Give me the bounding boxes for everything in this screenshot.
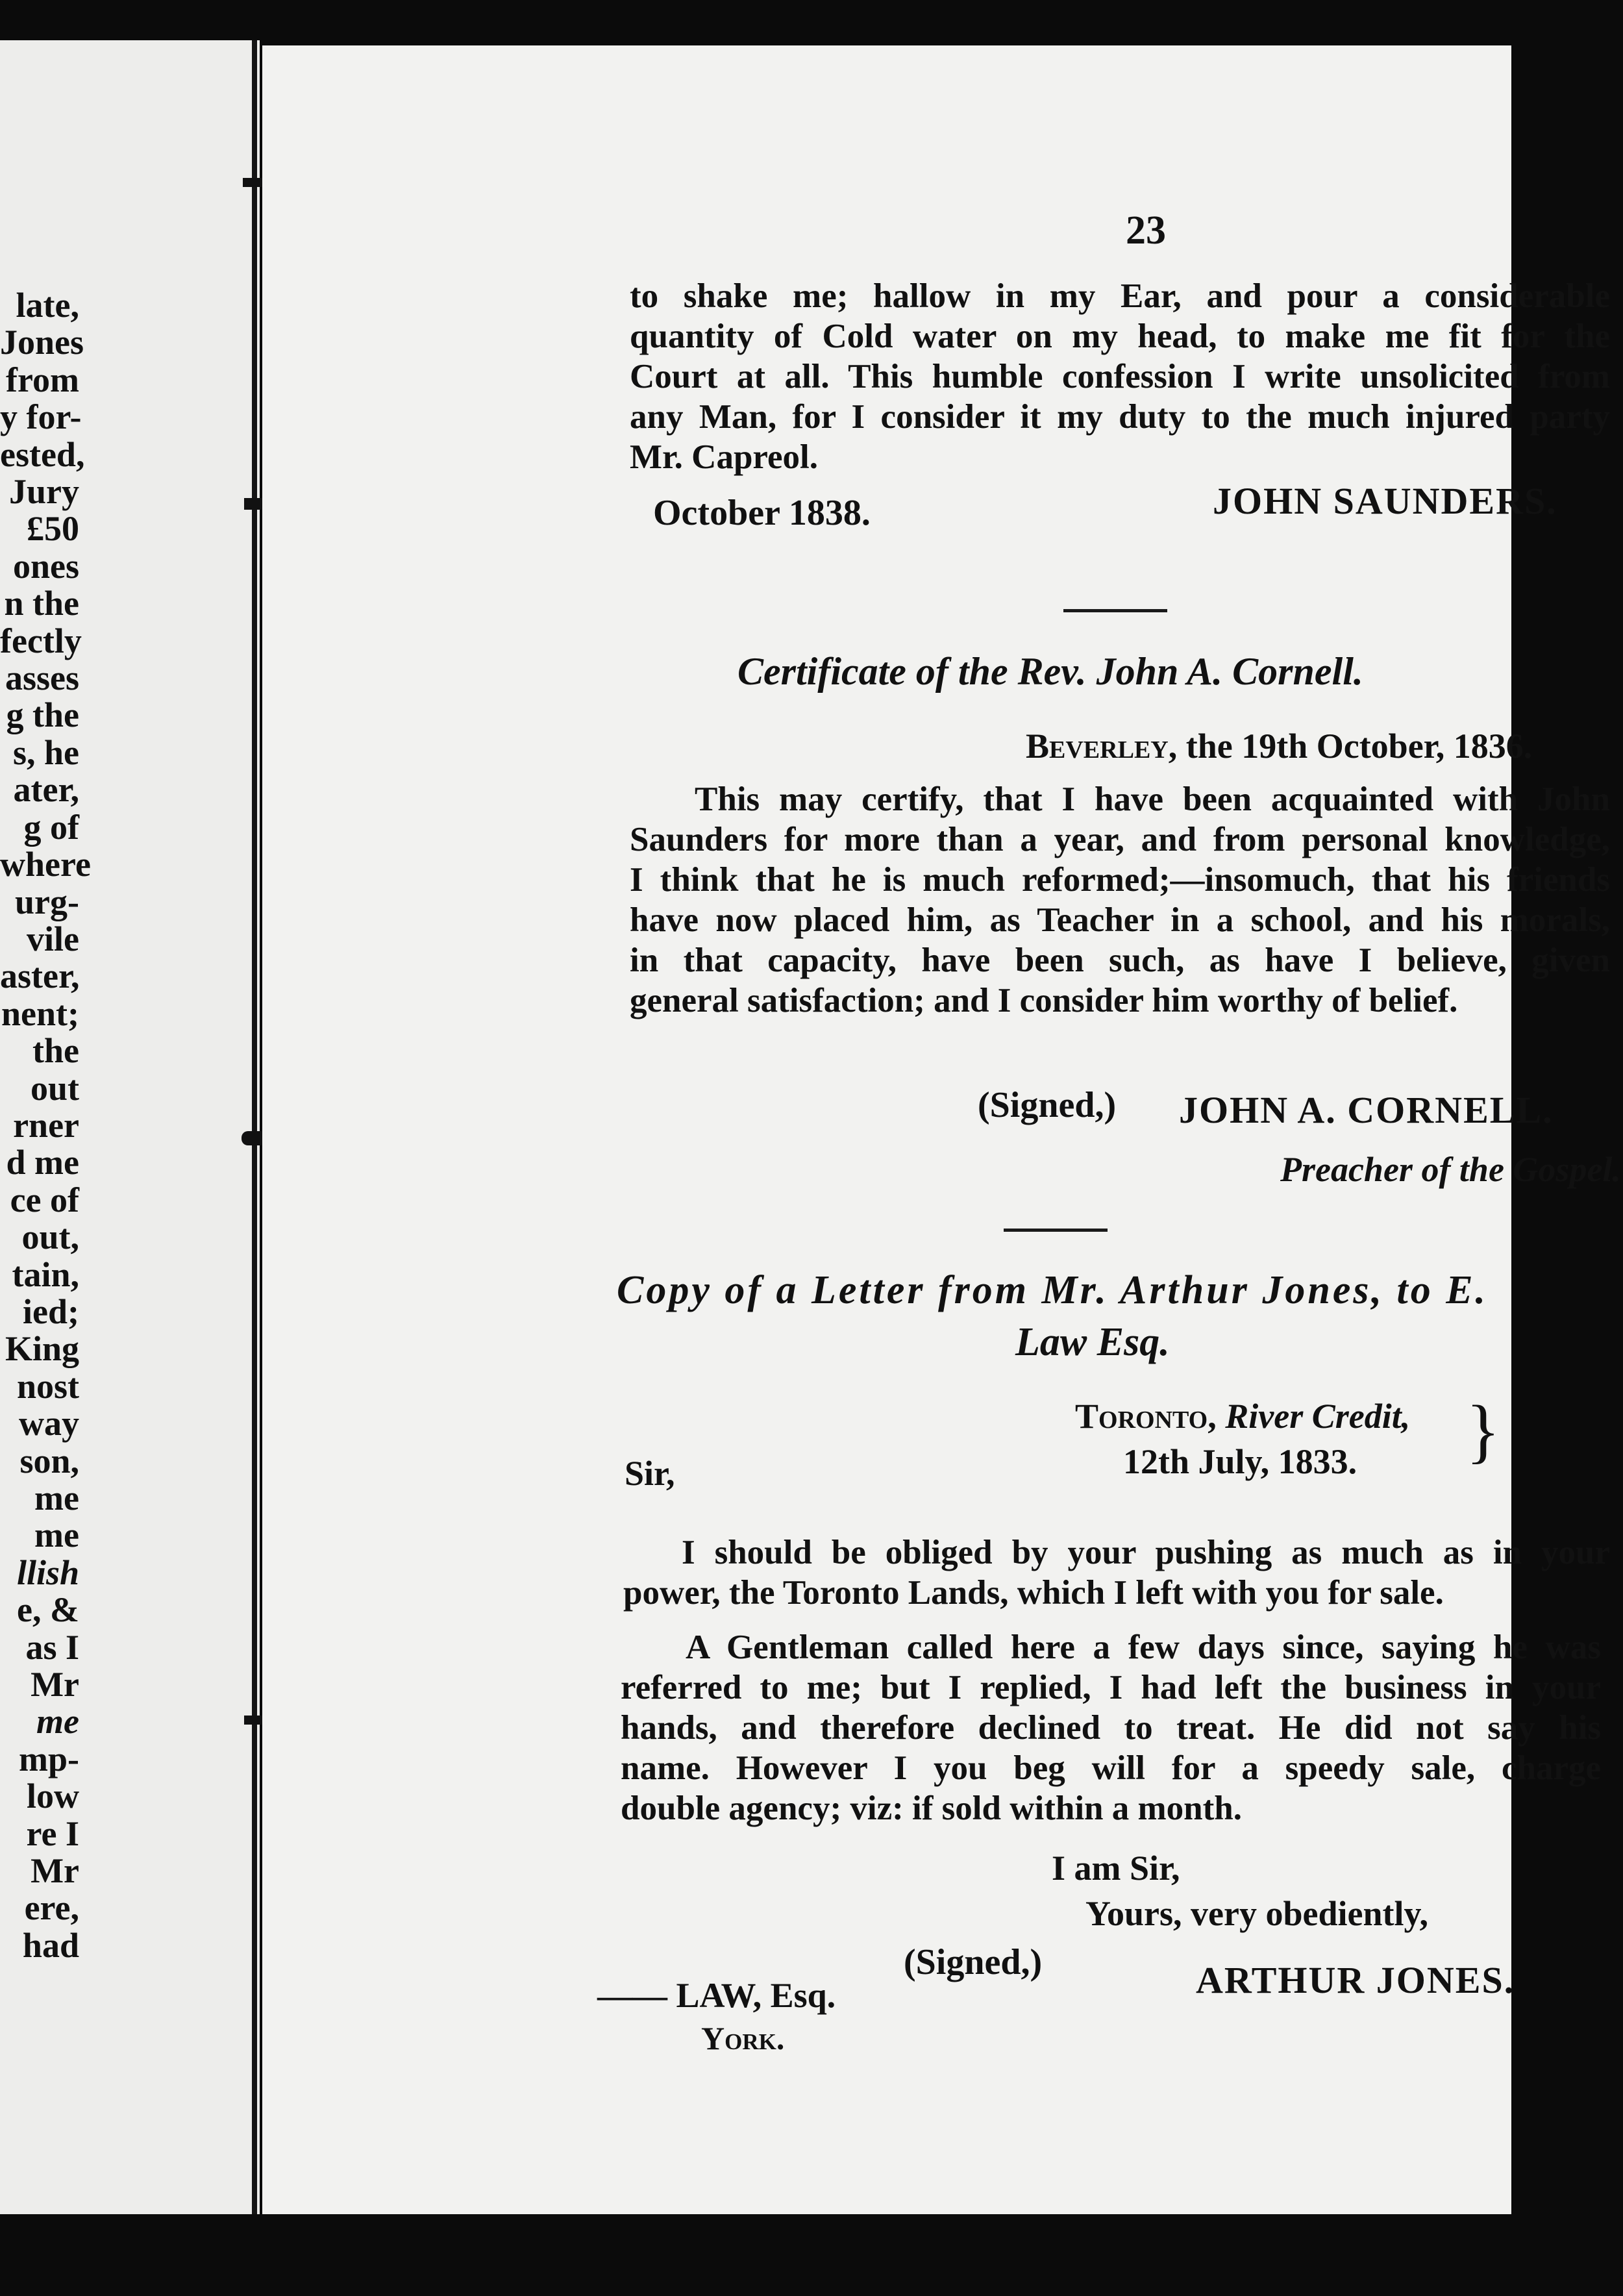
facing-page-line: as I xyxy=(25,1627,79,1667)
letter-place: Toronto, xyxy=(1075,1397,1217,1436)
text-line: to shake me; hallow in my Ear, and pour a considerable xyxy=(630,277,1610,315)
facing-page-line: rner xyxy=(13,1105,79,1145)
facing-page-line: ones xyxy=(12,546,79,586)
facing-page-line: nost xyxy=(16,1366,79,1406)
facing-page xyxy=(0,40,260,2214)
facing-page-line: ce of xyxy=(10,1180,79,1219)
certificate-dateline xyxy=(1026,726,1532,766)
facing-page-line: out, xyxy=(21,1217,79,1257)
certificate-title: Preacher of the Gospel. xyxy=(1280,1150,1621,1189)
facing-page-line: Mr xyxy=(31,1665,79,1704)
facing-page-line: £50 xyxy=(27,509,79,549)
confession-paragraph xyxy=(630,276,1610,477)
facing-page-line: Jury xyxy=(9,472,79,512)
facing-page-line: n the xyxy=(4,584,79,623)
facing-page-line: urg- xyxy=(15,882,79,921)
text-line: in that capacity, have been such, as have I believe, given xyxy=(630,942,1610,979)
facing-page-line: low xyxy=(27,1777,79,1816)
facing-page-line: asses xyxy=(5,658,79,698)
brace-symbol: } xyxy=(1466,1391,1500,1470)
letter-salutation: Sir, xyxy=(625,1454,675,1493)
facing-page-line: mp- xyxy=(19,1739,79,1778)
facing-page-line: out xyxy=(30,1068,79,1108)
letter-addressee: —— LAW, Esq. xyxy=(597,1976,836,2015)
facing-page-line: ere, xyxy=(24,1888,79,1928)
letter-closing-2: Yours, very obediently, xyxy=(1085,1894,1429,1933)
text-line: I think that he is much reformed;—insomuch, that his friends xyxy=(630,861,1610,899)
text-line: This may certify, that I have been acquainted with John xyxy=(695,780,1610,818)
letter-heading-cont: Law Esq. xyxy=(1015,1320,1170,1364)
letter-heading: Copy of a Letter from Mr. Arthur Jones, to E. xyxy=(617,1268,1489,1312)
facing-page-line: ater, xyxy=(13,770,79,810)
facing-page-line: y for- xyxy=(0,397,82,437)
text-line: name. However I you beg will for a speedy sale, charge xyxy=(621,1749,1601,1787)
letter-addressee-place: York. xyxy=(701,2020,785,2056)
certificate-place: Beverley, xyxy=(1026,727,1178,766)
letter-place-line xyxy=(1075,1396,1410,1436)
facing-page-line: son, xyxy=(19,1441,79,1480)
facing-page-line: late, xyxy=(16,286,79,325)
text-line: any Man, for I consider it my duty to the much injured party xyxy=(630,398,1610,436)
facing-page-line: llish xyxy=(16,1553,79,1592)
text-line: have now placed him, as Teacher in a school, and his morals, xyxy=(630,901,1610,939)
facing-page-line: from xyxy=(6,360,79,399)
section-divider xyxy=(1063,609,1167,612)
facing-page-text-fragments xyxy=(0,286,91,1965)
facing-page-line: re I xyxy=(26,1814,79,1853)
letter-signed-label: (Signed,) xyxy=(904,1942,1043,1982)
facing-page-line: nent; xyxy=(1,993,79,1033)
facing-page-line: where xyxy=(0,845,91,884)
facing-page-line: tain, xyxy=(12,1254,79,1294)
text-line: Court at all. This humble confession I write unsolicited from xyxy=(630,358,1610,395)
facing-page-line: Jones xyxy=(0,323,84,362)
confession-signature: JOHN SAUNDERS. xyxy=(1213,480,1557,522)
letter-place-detail: River Credit, xyxy=(1225,1397,1411,1436)
text-line: general satisfaction; and I consider him worthy of belief. xyxy=(630,982,1458,1019)
facing-page-line: King xyxy=(5,1329,79,1369)
letter-closing: I am Sir, xyxy=(1052,1849,1180,1888)
text-line: power, the Toronto Lands, which I left with you for sale. xyxy=(623,1574,1444,1612)
facing-page-line: way xyxy=(19,1404,79,1443)
facing-page-line: ied; xyxy=(23,1292,79,1331)
certificate-signed-label: (Signed,) xyxy=(978,1085,1117,1125)
facing-page-line: aster, xyxy=(0,956,80,996)
certificate-date: the 19th October, 1836. xyxy=(1185,727,1533,766)
page-number: 23 xyxy=(1126,208,1166,253)
letter-date: 12th July, 1833. xyxy=(1123,1442,1357,1481)
facing-page-line: vile xyxy=(27,919,79,958)
facing-page-line: s, he xyxy=(12,732,79,772)
letter-paragraph-2 xyxy=(621,1627,1601,1828)
facing-page-line: g of xyxy=(23,807,79,847)
facing-page-line: Mr xyxy=(31,1851,79,1891)
confession-date: October 1838. xyxy=(653,493,871,533)
text-line: Saunders for more than a year, and from personal knowledge, xyxy=(630,821,1610,858)
facing-page-line: had xyxy=(22,1925,79,1965)
facing-page-line: ested, xyxy=(0,434,85,474)
certificate-paragraph xyxy=(630,779,1610,1021)
text-line: quantity of Cold water on my head, to make me fit for the xyxy=(630,318,1610,355)
facing-page-line: me xyxy=(34,1479,79,1517)
facing-page-line: me xyxy=(34,1516,79,1555)
certificate-heading: Certificate of the Rev. John A. Cornell. xyxy=(737,650,1363,693)
facing-page-line: the xyxy=(32,1031,79,1071)
text-line: double agency; viz: if sold within a month. xyxy=(621,1790,1243,1827)
text-line: referred to me; but I replied, I had left the business in your xyxy=(621,1669,1601,1706)
letter-signature: ARTHUR JONES. xyxy=(1196,1959,1515,2001)
text-line: I should be obliged by your pushing as much as in your xyxy=(682,1534,1610,1571)
letter-paragraph-1 xyxy=(623,1532,1610,1613)
facing-page-line: fectly xyxy=(0,621,82,660)
section-divider xyxy=(1004,1229,1108,1232)
certificate-signature: JOHN A. CORNELL. xyxy=(1179,1089,1554,1131)
text-line: A Gentleman called here a few days since, saying he was xyxy=(686,1628,1601,1666)
facing-page-line: me xyxy=(36,1702,79,1741)
page-23 xyxy=(262,45,1621,2214)
facing-page-line: d me xyxy=(6,1143,79,1182)
text-line: Mr. Capreol. xyxy=(630,438,818,476)
binding-gutter xyxy=(252,40,257,2214)
facing-page-line: g the xyxy=(6,695,79,735)
text-line: hands, and therefore declined to treat. He did not say his xyxy=(621,1709,1601,1747)
facing-page-line: e, & xyxy=(17,1590,79,1630)
